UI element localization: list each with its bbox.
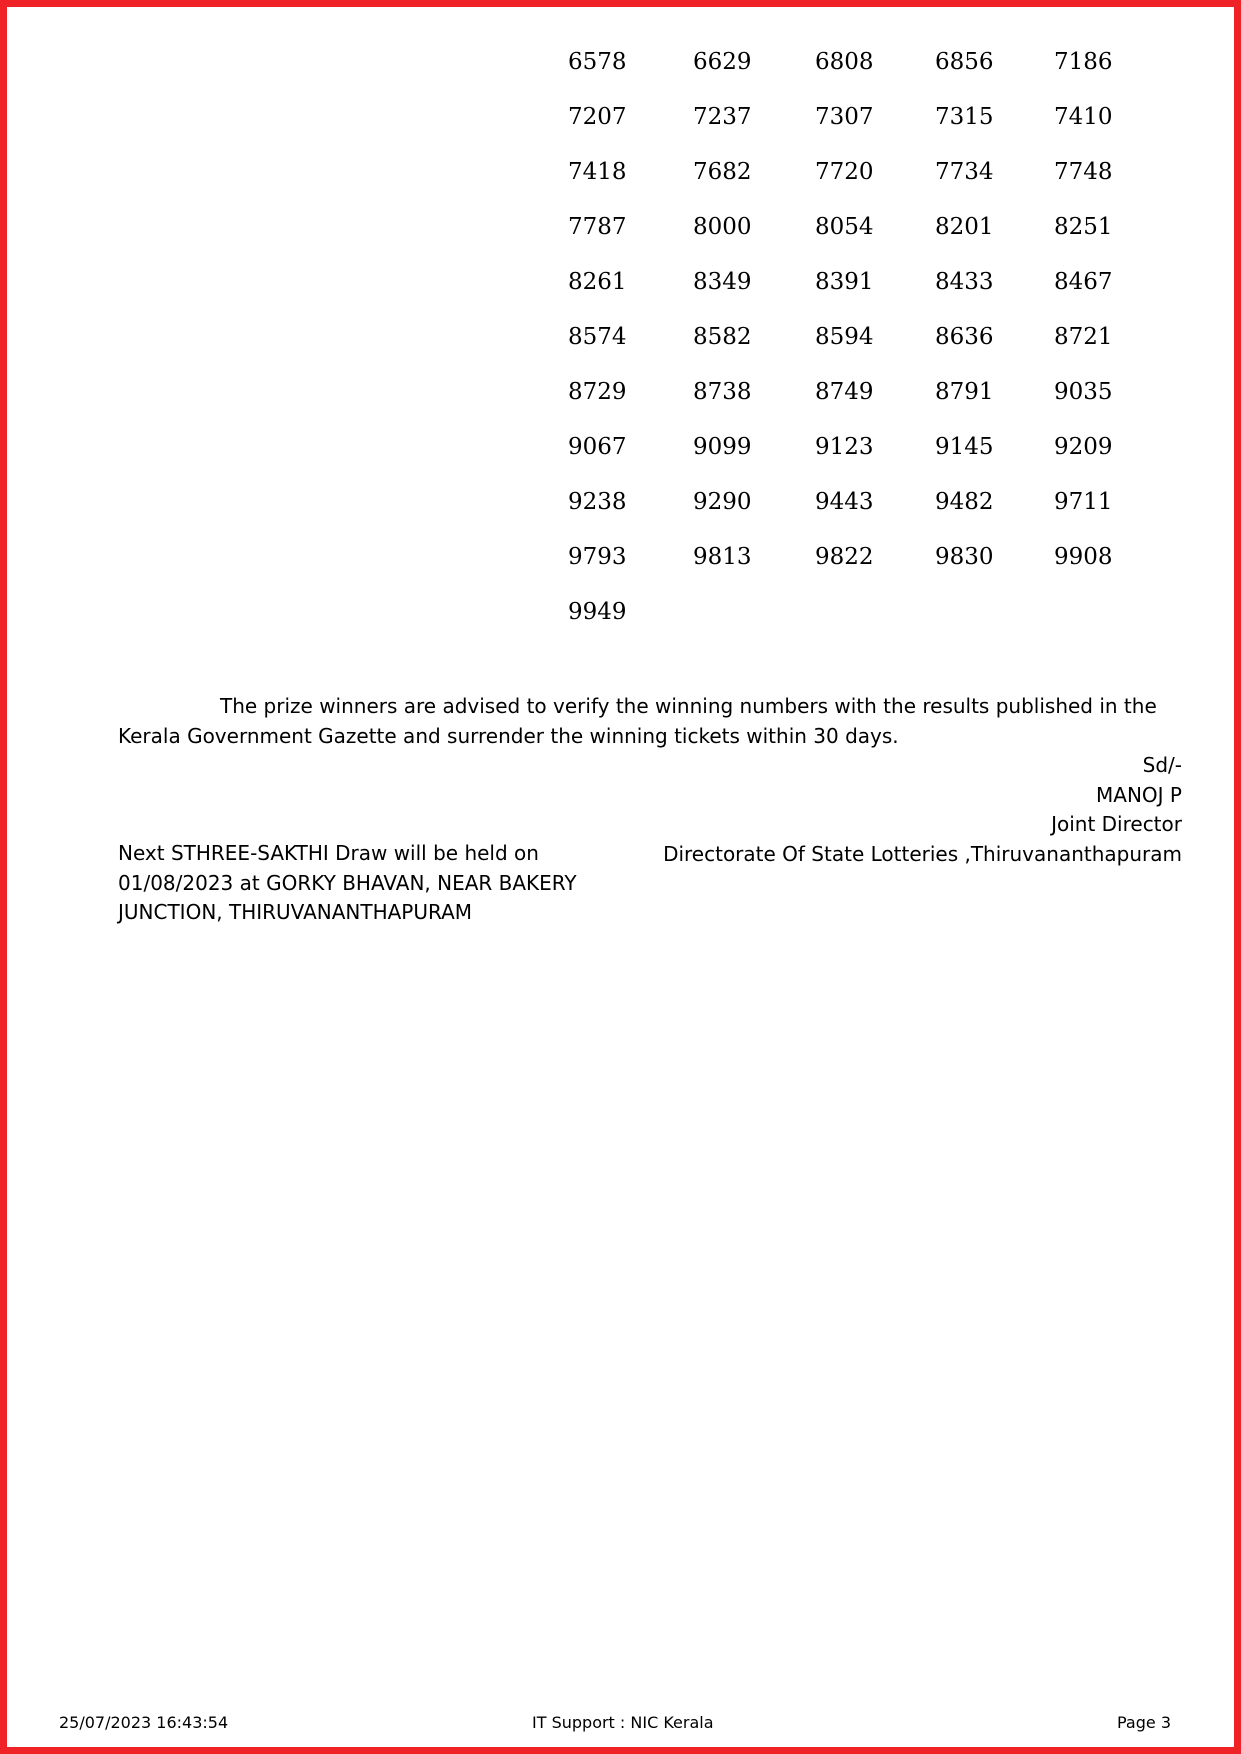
winning-number: 9067 bbox=[568, 434, 627, 460]
footer-timestamp: 25/07/2023 16:43:54 bbox=[59, 1713, 229, 1732]
winning-number: 7748 bbox=[1054, 159, 1113, 185]
winning-number: 7410 bbox=[1054, 104, 1113, 130]
winning-number: 8467 bbox=[1054, 269, 1113, 295]
winning-number: 9949 bbox=[568, 599, 627, 625]
signature-block bbox=[663, 751, 1182, 869]
winning-number: 9099 bbox=[693, 434, 752, 460]
winning-number: 6808 bbox=[815, 49, 874, 75]
winning-number: 9035 bbox=[1054, 379, 1113, 405]
footer-support: IT Support : NIC Kerala bbox=[532, 1713, 714, 1732]
winning-number: 6629 bbox=[693, 49, 752, 75]
winning-number: 6578 bbox=[568, 49, 627, 75]
winning-number: 9482 bbox=[935, 489, 994, 515]
winning-number: 8791 bbox=[935, 379, 994, 405]
next-draw-info: Next STHREE-SAKTHI Draw will be held on 01/08/2023 at GORKY BHAVAN, NEAR BAKERY JUNCTION, THIRUVANANTHAPURAM bbox=[118, 841, 577, 924]
winning-number: 7682 bbox=[693, 159, 752, 185]
winning-number: 8729 bbox=[568, 379, 627, 405]
winning-number: 8582 bbox=[693, 324, 752, 350]
winning-number: 9209 bbox=[1054, 434, 1113, 460]
winning-number: 8721 bbox=[1054, 324, 1113, 350]
winning-number: 9443 bbox=[815, 489, 874, 515]
winning-number: 7315 bbox=[935, 104, 994, 130]
signature-sd: Sd/- bbox=[1142, 753, 1182, 777]
signatory-name: MANOJ P bbox=[1096, 782, 1182, 807]
winning-number: 9238 bbox=[568, 489, 627, 515]
winning-number: 8738 bbox=[693, 379, 752, 405]
winning-number: 8261 bbox=[568, 269, 627, 295]
winning-number: 9908 bbox=[1054, 544, 1113, 570]
winning-number: 7418 bbox=[568, 159, 627, 185]
winning-number: 9793 bbox=[568, 544, 627, 570]
winning-number: 6856 bbox=[935, 49, 994, 75]
winning-number: 9123 bbox=[815, 434, 874, 460]
winning-number: 9711 bbox=[1054, 489, 1113, 515]
winning-numbers-grid bbox=[568, 43, 1134, 648]
signatory-designation: Joint Director bbox=[1051, 812, 1182, 836]
winning-number: 9830 bbox=[935, 544, 994, 570]
winning-number: 8201 bbox=[935, 214, 994, 240]
winning-number: 8349 bbox=[693, 269, 752, 295]
signatory-office: Directorate Of State Lotteries ,Thiruvananthapuram bbox=[663, 841, 1182, 866]
winning-number: 7307 bbox=[815, 104, 874, 130]
winning-number: 8391 bbox=[815, 269, 874, 295]
winning-number: 8749 bbox=[815, 379, 874, 405]
winning-number: 7207 bbox=[568, 104, 627, 130]
prize-notice: The prize winners are advised to verify the winning numbers with the results published in the Kerala Government Gazette and surrender the winning tickets within 30 days. bbox=[118, 694, 1157, 748]
winning-number: 9290 bbox=[693, 489, 752, 515]
winning-number: 7237 bbox=[693, 104, 752, 130]
winning-number: 9822 bbox=[815, 544, 874, 570]
winning-number: 7186 bbox=[1054, 49, 1113, 75]
winning-number: 8636 bbox=[935, 324, 994, 350]
winning-number: 8251 bbox=[1054, 214, 1113, 240]
winning-number: 8433 bbox=[935, 269, 994, 295]
winning-number: 8574 bbox=[568, 324, 627, 350]
winning-number: 8054 bbox=[815, 214, 874, 240]
winning-number: 7734 bbox=[935, 159, 994, 185]
winning-number: 9813 bbox=[693, 544, 752, 570]
winning-number: 8000 bbox=[693, 214, 752, 240]
winning-number: 8594 bbox=[815, 324, 874, 350]
footer-page-number: Page 3 bbox=[1117, 1713, 1171, 1732]
winning-number: 7720 bbox=[815, 159, 874, 185]
winning-number: 7787 bbox=[568, 214, 627, 240]
winning-number: 9145 bbox=[935, 434, 994, 460]
